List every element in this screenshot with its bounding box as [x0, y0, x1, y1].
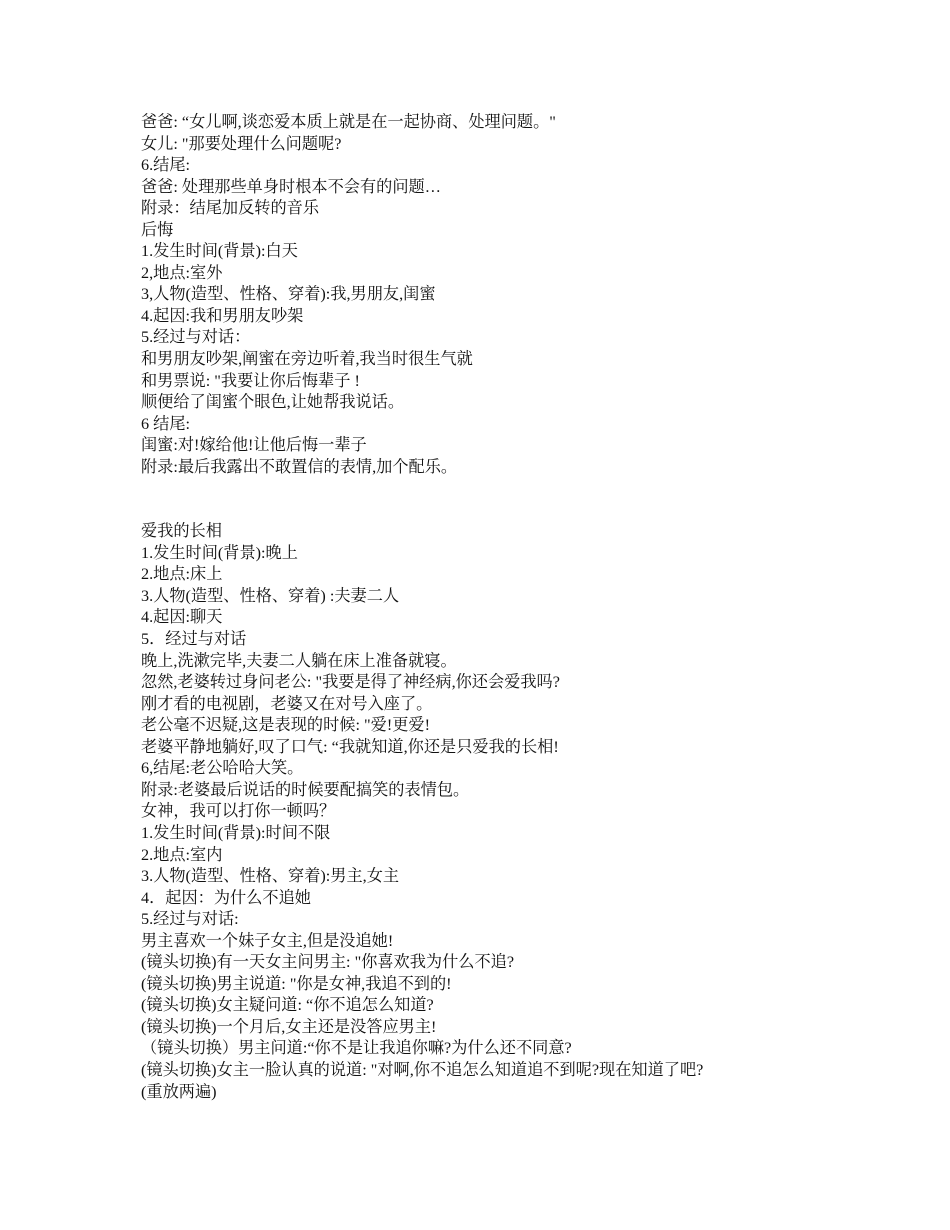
- text-line: 爸爸: “女儿啊,谈恋爱本质上就是在一起协商、处理问题。": [141, 113, 556, 131]
- text-line: 5．经过与对话: [141, 630, 247, 649]
- text-line: (镜头切换)男主说道: "你是女神,我追不到的!: [141, 974, 452, 993]
- text-line: (镜头切换)女主一脸认真的说道: "对啊,你不追怎么知道追不到呢?现在知道了吧?: [141, 1060, 704, 1079]
- text-line: 和男朋友吵架,阐蜜在旁边听着,我当时很生气就: [141, 350, 473, 369]
- text-line: 男主喜欢一个妹子女主,但是没追她!: [141, 931, 394, 950]
- text-line: 6,结尾:老公哈哈大笑。: [141, 759, 304, 778]
- section-title: 爱我的长相: [141, 522, 222, 541]
- text-line: 3.人物(造型、性格、穿着):男主,女主: [141, 867, 400, 886]
- text-line: 3.人物(造型、性格、穿着) :夫妻二人: [141, 586, 400, 605]
- section-ending-dialogue: [141, 112, 841, 220]
- text-line: 6 结尾:: [141, 414, 191, 433]
- text-line: 顺便给了闺蜜个眼色,让她帮我说话。: [141, 393, 405, 412]
- document-page: [141, 112, 841, 1103]
- text-line: 4.起因:我和男朋友吵架: [141, 306, 304, 325]
- text-line: 忽然,老婆转过身问老公: "我要是得了神经病,你还会爱我吗?: [141, 673, 560, 692]
- text-line: (镜头切换)一个月后,女主还是没答应男主!: [141, 1017, 437, 1036]
- text-line: 老婆平静地躺好,叹了口气: “我就知道,你还是只爱我的长相!: [141, 737, 559, 756]
- text-line: 爸爸: 处理那些单身时根本不会有的问题…: [141, 177, 441, 196]
- text-line: 刚才看的电视剧，老婆又在对号入座了。: [141, 694, 433, 713]
- blank-space: [141, 478, 841, 521]
- text-line: 女儿: "那要处理什么问题呢?: [141, 134, 342, 153]
- section-title: 后悔: [141, 220, 174, 239]
- text-line: 5.经过与对话:: [141, 910, 239, 929]
- text-line: 1.发生时间(背景):白天: [141, 242, 298, 261]
- text-line: 2,地点:室外: [141, 263, 223, 282]
- text-line: 5.经过与对话：: [141, 328, 251, 347]
- text-line: 3,人物(造型、性格、穿着):我,男朋友,闺蜜: [141, 285, 436, 304]
- text-line: 1.发生时间(背景):晚上: [141, 543, 298, 562]
- text-line: 4．起因：为什么不追她: [141, 888, 311, 907]
- section-goddess: [141, 801, 841, 1103]
- text-line: (镜头切换)有一天女主问男主: "你喜欢我为什么不追?: [141, 953, 515, 972]
- section-love-my-looks: [141, 521, 841, 801]
- text-line: 6.结尾:: [141, 156, 191, 175]
- text-line: 晚上,洗漱完毕,夫妻二人躺在床上准备就寝。: [141, 651, 457, 670]
- text-line: (镜头切换)女主疑问道: “你不追怎么知道?: [141, 996, 434, 1015]
- text-line: 2.地点:床上: [141, 565, 223, 584]
- text-line: (重放两遍): [141, 1082, 217, 1101]
- text-line: 和男票说: "我要让你后悔辈子 !: [141, 371, 360, 390]
- text-line: 1.发生时间(背景):时间不限: [141, 823, 331, 842]
- text-line: 闺蜜:对!嫁给他!让他后悔一辈子: [141, 436, 367, 455]
- section-regret: [141, 220, 841, 479]
- section-title: 女神，我可以打你一顿吗？: [141, 802, 336, 821]
- text-line: （镜头切换）男主问道:“你不是让我追你嘛?为什么还不同意?: [141, 1039, 572, 1058]
- text-line: 4.起因:聊天: [141, 608, 223, 627]
- text-line: 附录:最后我露出不敢置信的表情,加个配乐。: [141, 457, 458, 476]
- text-line: 附录：结尾加反转的音乐: [141, 199, 320, 218]
- text-line: 附录:老婆最后说话的时候要配搞笑的表情包。: [141, 780, 470, 799]
- text-line: 2.地点:室内: [141, 845, 223, 864]
- text-line: 老公毫不迟疑,这是表现的时候: "爱!更爱!: [141, 716, 430, 735]
